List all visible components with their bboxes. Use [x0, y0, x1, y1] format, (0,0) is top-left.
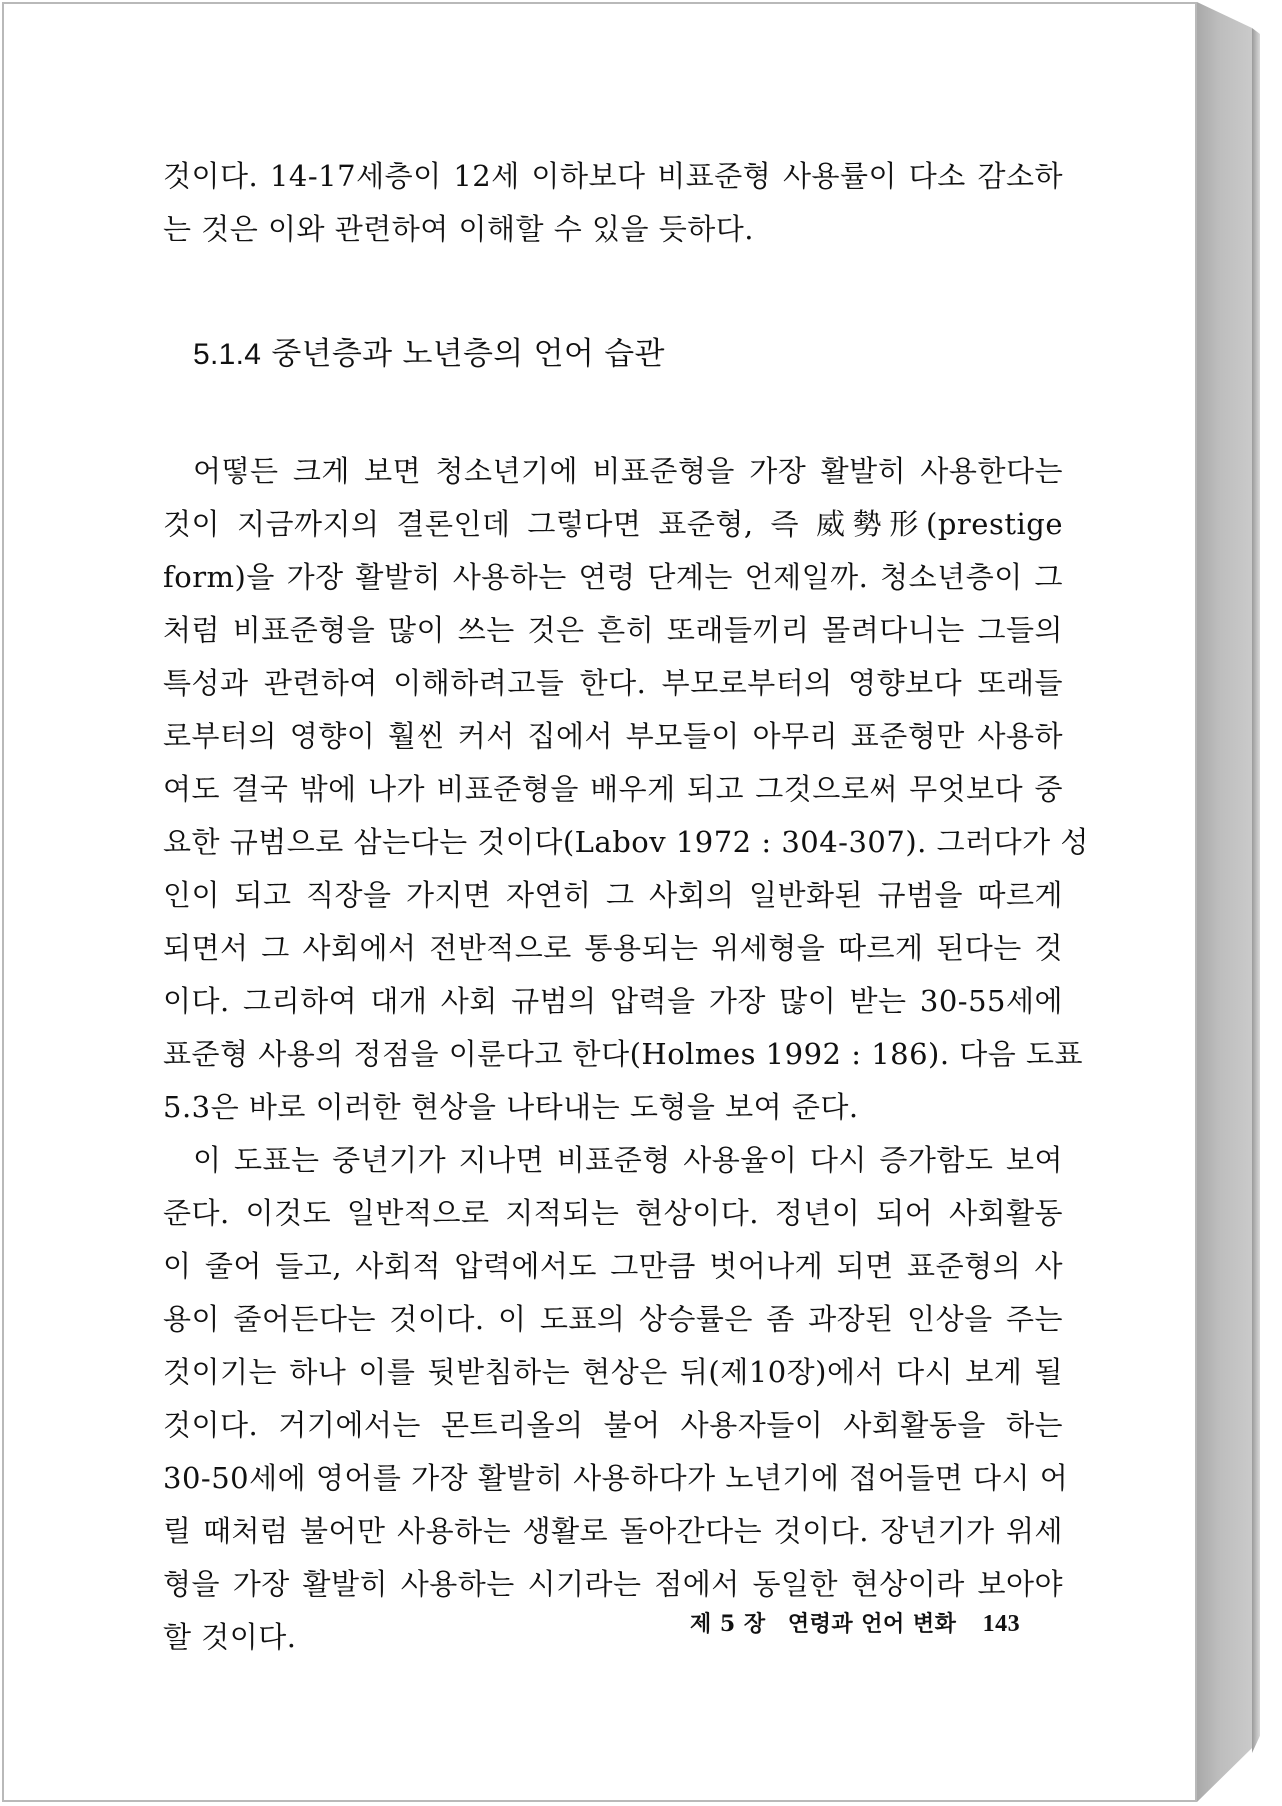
page-number: 143: [982, 1611, 1021, 1637]
page-content: [163, 150, 1089, 1664]
footer-chapter-title: 연령과 언어 변화: [787, 1611, 957, 1637]
book-edge-shadow: [1252, 28, 1260, 1753]
text-line: 이 도표는 중년기가 지나면 비표준형 사용율이 다시 증가함도 보여: [193, 1143, 1063, 1177]
intro-paragraph: [163, 150, 1063, 256]
section-title: 중년층과 노년층의 언어 습관: [271, 336, 665, 372]
text-line: 이 줄어 들고, 사회적 압력에서도 그만큼 벗어나게 되면 표준형의 사: [163, 1249, 1063, 1283]
section-heading: [193, 334, 1063, 375]
text-line: 것이다. 거기에서는 몬트리올의 불어 사용자들이 사회활동을 하는: [163, 1408, 1063, 1442]
body-paragraph-2: [163, 1134, 1069, 1664]
text-line: form)을 가장 활발히 사용하는 연령 단계는 언제일까. 청소년층이 그: [163, 560, 1063, 594]
text-line: 인이 되고 직장을 가지면 자연히 그 사회의 일반화된 규범을 따르게: [163, 878, 1063, 912]
text-line: 것이 지금까지의 결론인데 그렇다면 표준형, 즉 威勢形(prestige: [163, 507, 1063, 541]
text-line: 표준형 사용의 정점을 이룬다고 한다(Holmes 1992 : 186). 다음 도표: [163, 1037, 1084, 1071]
text-line: 어떻든 크게 보면 청소년기에 비표준형을 가장 활발히 사용한다는: [193, 454, 1063, 488]
text-line: 로부터의 영향이 훨씬 커서 집에서 부모들이 아무리 표준형만 사용하: [163, 719, 1063, 753]
text-line: 특성과 관련하여 이해하려고들 한다. 부모로부터의 영향보다 또래들: [163, 666, 1063, 700]
text-line: 할 것이다.: [163, 1620, 297, 1654]
text-line: 이다. 그리하여 대개 사회 규범의 압력을 가장 많이 받는 30-55세에: [163, 984, 1063, 1018]
body-paragraph-1: [163, 445, 1089, 1134]
footer-chapter: 제 5 장: [690, 1611, 766, 1637]
text-line: 요한 규범으로 삼는다는 것이다(Labov 1972 : 304-307). 그러다가 성: [163, 825, 1089, 859]
book-edge: [1197, 2, 1252, 1802]
page-footer: [690, 1607, 1080, 1638]
text-line: 용이 줄어든다는 것이다. 이 도표의 상승률은 좀 과장된 인상을 주는: [163, 1302, 1063, 1336]
text-line: 30-50세에 영어를 가장 활발히 사용하다가 노년기에 접어들면 다시 어: [163, 1461, 1069, 1495]
text-line: 는 것은 이와 관련하여 이해할 수 있을 듯하다.: [163, 212, 754, 246]
text-line: 것이다. 14-17세층이 12세 이하보다 비표준형 사용률이 다소 감소하: [163, 159, 1063, 193]
text-line: 릴 때처럼 불어만 사용하는 생활로 돌아간다는 것이다. 장년기가 위세: [163, 1514, 1063, 1548]
text-line: 처럼 비표준형을 많이 쓰는 것은 흔히 또래들끼리 몰려다니는 그들의: [163, 613, 1063, 647]
section-number: 5.1.4: [193, 338, 262, 371]
text-line: 준다. 이것도 일반적으로 지적되는 현상이다. 정년이 되어 사회활동: [163, 1196, 1063, 1230]
text-line: 형을 가장 활발히 사용하는 시기라는 점에서 동일한 현상이라 보아야: [163, 1567, 1063, 1601]
text-line: 것이기는 하나 이를 뒷받침하는 현상은 뒤(제10장)에서 다시 보게 될: [163, 1355, 1063, 1389]
text-line: 여도 결국 밖에 나가 비표준형을 배우게 되고 그것으로써 무엇보다 중: [163, 772, 1063, 806]
text-line: 5.3은 바로 이러한 현상을 나타내는 도형을 보여 준다.: [163, 1090, 859, 1124]
text-line: 되면서 그 사회에서 전반적으로 통용되는 위세형을 따르게 된다는 것: [163, 931, 1063, 965]
